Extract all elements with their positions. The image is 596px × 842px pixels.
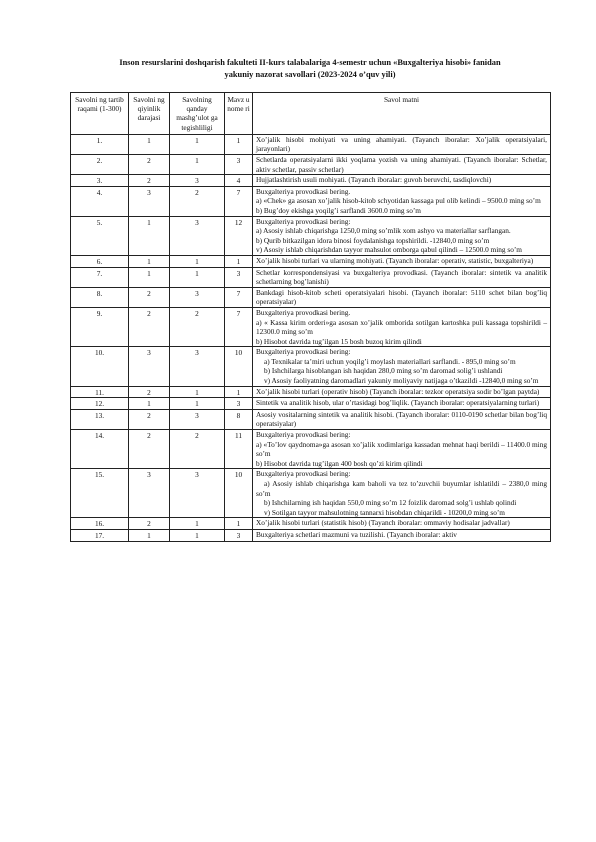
difficulty-cell: 2 xyxy=(129,386,170,398)
question-text xyxy=(253,267,551,287)
question-text-line: Buxgalteriya provodkasi bering: xyxy=(256,216,351,226)
difficulty-cell: 1 xyxy=(129,398,170,410)
question-text xyxy=(253,134,551,154)
question-text-line: a) « Kassa kirim orderi»ga asosan xo’jalik omborida sotilgan kartoshka puli kassaga topshirildi – 12300.0 ming so’m xyxy=(256,317,547,337)
topic-cell: 11 xyxy=(225,430,253,469)
question-text xyxy=(253,287,551,307)
session-cell: 1 xyxy=(170,518,225,530)
topic-cell: 1 xyxy=(225,255,253,267)
question-text-line: Schetlar korrespondensiyasi va buxgalteriya provodkasi. (Tayanch iboralar: sintetik va analitik schetlarning bog’lanishi) xyxy=(256,267,547,287)
question-text xyxy=(253,175,551,187)
session-cell: 2 xyxy=(170,186,225,216)
difficulty-cell: 1 xyxy=(129,255,170,267)
question-text-line: a) Asosiy ishlab chiqarishga kam baholi va tez to’zuvchii buyumlar ishlatildi – 2380,0 ming so’m xyxy=(256,479,547,498)
topic-cell: 1 xyxy=(225,134,253,154)
question-text-line: Buxgalteriya provodkasi bering: xyxy=(256,469,351,479)
question-number: 17. xyxy=(71,529,129,541)
session-cell: 3 xyxy=(170,409,225,429)
header-question-text: Savol matni xyxy=(253,93,551,135)
table-row xyxy=(71,175,551,187)
session-cell: 1 xyxy=(170,255,225,267)
topic-cell: 8 xyxy=(225,409,253,429)
table-row xyxy=(71,518,551,530)
topic-cell: 3 xyxy=(225,155,253,175)
table-row xyxy=(71,134,551,154)
question-text xyxy=(253,347,551,386)
session-cell: 1 xyxy=(170,267,225,287)
header-question-number: Savolni ng tartib raqami (1-300) xyxy=(71,93,129,135)
question-text xyxy=(253,307,551,346)
title-line-2: yakuniy nazorat savollari (2023-2024 o’quv yili) xyxy=(224,70,396,79)
question-text-line: b) Ishchilarning ish haqidan 550,0 ming so’m 12 foizlik daromad solg’i ushlab qolindi xyxy=(264,498,517,508)
table-row xyxy=(71,307,551,346)
title-line-1: Inson resurslarini doshqarish fakulteti II-kurs talabalariga 4-semestr uchun «Buxgalteriya hisobi» fanidan xyxy=(119,58,501,67)
question-text-line: Xo’jalik hisobi turlari va ularning mohiyati. (Tayanch iboralar: operativ, statistic, buxgalteriya) xyxy=(256,255,534,265)
question-text-line: Asosiy vositalarning sintetik va analitik hisobi. (Tayanch iboralar: 0110-0190 schetlar bilan bog’liq operatsiyalar) xyxy=(256,409,547,429)
question-number: 16. xyxy=(71,518,129,530)
question-number: 11. xyxy=(71,386,129,398)
questions-table xyxy=(70,92,551,542)
difficulty-cell: 3 xyxy=(129,186,170,216)
table-row xyxy=(71,386,551,398)
question-number: 7. xyxy=(71,267,129,287)
question-text-line: a) Asosiy ishlab chiqarishga 1250,0 ming so’mlik xom ashyo va materiallar sarflangan. xyxy=(256,226,511,236)
topic-cell: 4 xyxy=(225,175,253,187)
question-text-line: b) Hisobot davrida tug’ilgan 400 bosh qo’zi kirim qilindi xyxy=(256,458,423,468)
question-text xyxy=(253,155,551,175)
table-row xyxy=(71,267,551,287)
question-text-line: a) Texnikalar ta’miri uchun yoqilg’i moylash materiallari sarflandi. - 895,0 ming so’m xyxy=(264,356,516,366)
question-number: 4. xyxy=(71,186,129,216)
question-text-line: Buxgalteriya provodkasi bering: xyxy=(256,347,351,357)
topic-cell: 12 xyxy=(225,216,253,255)
table-body xyxy=(71,134,551,541)
question-text xyxy=(253,216,551,255)
difficulty-cell: 2 xyxy=(129,287,170,307)
question-text-line: a) «Chek» ga asosan xo’jalik hisob-kitob schyotidan kassaga pul olib kelindi – 9500.0 ming so’m xyxy=(256,196,541,206)
question-text-line: Xo’jalik hisobi mohiyati va uning ahamiyati. (Tayanch iboralar: Xo’jalik operatsiyalari, jarayonlari) xyxy=(256,134,547,154)
session-cell: 1 xyxy=(170,529,225,541)
question-text-line: Buxgalteriya provodkasi bering. xyxy=(256,186,351,196)
topic-cell: 7 xyxy=(225,287,253,307)
topic-cell: 10 xyxy=(225,347,253,386)
table-row xyxy=(71,529,551,541)
question-number: 10. xyxy=(71,347,129,386)
topic-cell: 7 xyxy=(225,186,253,216)
question-number: 3. xyxy=(71,175,129,187)
question-text-line: Sintetik va analitik hisob, ular o’rtasidagi bog’liqlik. (Tayanch iboralar: operatsiyalarning turlari) xyxy=(256,398,540,408)
difficulty-cell: 3 xyxy=(129,469,170,518)
question-text xyxy=(253,430,551,469)
question-number: 9. xyxy=(71,307,129,346)
difficulty-cell: 1 xyxy=(129,529,170,541)
session-cell: 1 xyxy=(170,134,225,154)
table-row xyxy=(71,155,551,175)
question-text-line: Xo’jalik hisobi turlari (operativ hisob) (Tayanch iboralar: tezkor operatsiya sodir bo’lgan paytda) xyxy=(256,386,540,396)
question-text-line: v) Asosiy ishlab chiqarishdan tayyor mahsulot omborga qabul qilindi – 12500.0 ming so’m xyxy=(256,245,522,255)
question-text xyxy=(253,529,551,541)
table-row xyxy=(71,409,551,429)
table-row xyxy=(71,216,551,255)
question-number: 1. xyxy=(71,134,129,154)
table-row xyxy=(71,287,551,307)
difficulty-cell: 1 xyxy=(129,134,170,154)
difficulty-cell: 2 xyxy=(129,155,170,175)
difficulty-cell: 2 xyxy=(129,518,170,530)
question-number: 2. xyxy=(71,155,129,175)
question-text-line: a) «To’lov qaydnoma»ga asosan xo’jalik xodimlariga kassadan mehnat haqi berildi – 11400.0 ming so’m xyxy=(256,439,547,459)
question-text-line: v) Asosiy faoliyatning daromadlari yakuniy moliyaviy natijaga o’tkazildi -12840,0 ming so’m xyxy=(264,376,539,386)
question-text xyxy=(253,469,551,518)
question-number: 14. xyxy=(71,430,129,469)
session-cell: 3 xyxy=(170,347,225,386)
difficulty-cell: 3 xyxy=(129,347,170,386)
question-text-line: b) Ishchilarga hisoblangan ish haqidan 280,0 ming so’m daromad solig’i ushlandi xyxy=(264,366,503,376)
session-cell: 3 xyxy=(170,469,225,518)
session-cell: 1 xyxy=(170,155,225,175)
question-text-line: Bankdagi hisob-kitob scheti operatsiyalari hisobi. (Tayanch iboralar: 5110 schet bilan bog’liq operatsiyalar) xyxy=(256,287,547,307)
question-text-line: Buxgalteriya schetlari mazmuni va tuzilishi. (Tayanch iboralar: aktiv xyxy=(256,529,457,539)
difficulty-cell: 1 xyxy=(129,267,170,287)
question-number: 8. xyxy=(71,287,129,307)
session-cell: 3 xyxy=(170,216,225,255)
question-text xyxy=(253,386,551,398)
table-row xyxy=(71,186,551,216)
topic-cell: 3 xyxy=(225,267,253,287)
session-cell: 1 xyxy=(170,398,225,410)
question-number: 5. xyxy=(71,216,129,255)
session-cell: 3 xyxy=(170,287,225,307)
question-text xyxy=(253,409,551,429)
question-number: 15. xyxy=(71,469,129,518)
question-text xyxy=(253,255,551,267)
header-difficulty: Savolni ng qiyinlik darajasi xyxy=(129,93,170,135)
topic-cell: 10 xyxy=(225,469,253,518)
difficulty-cell: 2 xyxy=(129,409,170,429)
topic-cell: 3 xyxy=(225,529,253,541)
question-text xyxy=(253,186,551,216)
session-cell: 3 xyxy=(170,175,225,187)
difficulty-cell: 2 xyxy=(129,175,170,187)
question-number: 13. xyxy=(71,409,129,429)
header-session-type: Savolning qanday mashg’ulot ga tegishliligi xyxy=(170,93,225,135)
question-text-line: Buxgalteriya provodkasi bering: xyxy=(256,430,351,440)
question-text-line: b) Qurib bitkazilgan idora binosi foydalanishga topshirildi. -12840,0 ming so’m xyxy=(256,235,490,245)
document-title xyxy=(70,57,550,81)
topic-cell: 7 xyxy=(225,307,253,346)
table-header-row xyxy=(71,93,551,135)
header-topic-number: Mavz u nome ri xyxy=(225,93,253,135)
question-text-line: Hujjatlashtirish usuli mohiyati. (Tayanch iboralar: guvoh beruvchi, tasdiqlovchi) xyxy=(256,175,492,185)
difficulty-cell: 1 xyxy=(129,216,170,255)
difficulty-cell: 2 xyxy=(129,430,170,469)
question-text xyxy=(253,518,551,530)
table-row xyxy=(71,469,551,518)
question-text xyxy=(253,398,551,410)
question-text-line: b) Hisobot davrida tug’ilgan 15 bosh buzoq kirim qilindi xyxy=(256,336,422,346)
table-row xyxy=(71,398,551,410)
table-row xyxy=(71,255,551,267)
table-row xyxy=(71,430,551,469)
topic-cell: 1 xyxy=(225,386,253,398)
topic-cell: 3 xyxy=(225,398,253,410)
question-text-line: Buxgalteriya provodkasi bering. xyxy=(256,307,351,317)
table-row xyxy=(71,347,551,386)
question-text-line: v) Sotilgan tayyor mahsulotning tannarxi hisobdan chiqarildi - 10200,0 ming so’m xyxy=(264,507,505,517)
question-number: 12. xyxy=(71,398,129,410)
question-number: 6. xyxy=(71,255,129,267)
session-cell: 1 xyxy=(170,386,225,398)
question-text-line: b) Bug’doy ekishga yoqilg’i sarflandi 3600.0 ming so’m xyxy=(256,205,421,215)
session-cell: 2 xyxy=(170,430,225,469)
difficulty-cell: 2 xyxy=(129,307,170,346)
question-text-line: Xo’jalik hisobi turlari (statistik hisob) (Tayanch iboralar: ommaviy hodisalar jadvallar) xyxy=(256,518,510,528)
session-cell: 2 xyxy=(170,307,225,346)
topic-cell: 1 xyxy=(225,518,253,530)
question-text-line: Schetlarda operatsiyalarni ikki yoqlama yozish va uning ahamiyati. (Tayanch iboralar: Schetlar, aktiv schetlar, passiv schetlar) xyxy=(256,155,547,174)
